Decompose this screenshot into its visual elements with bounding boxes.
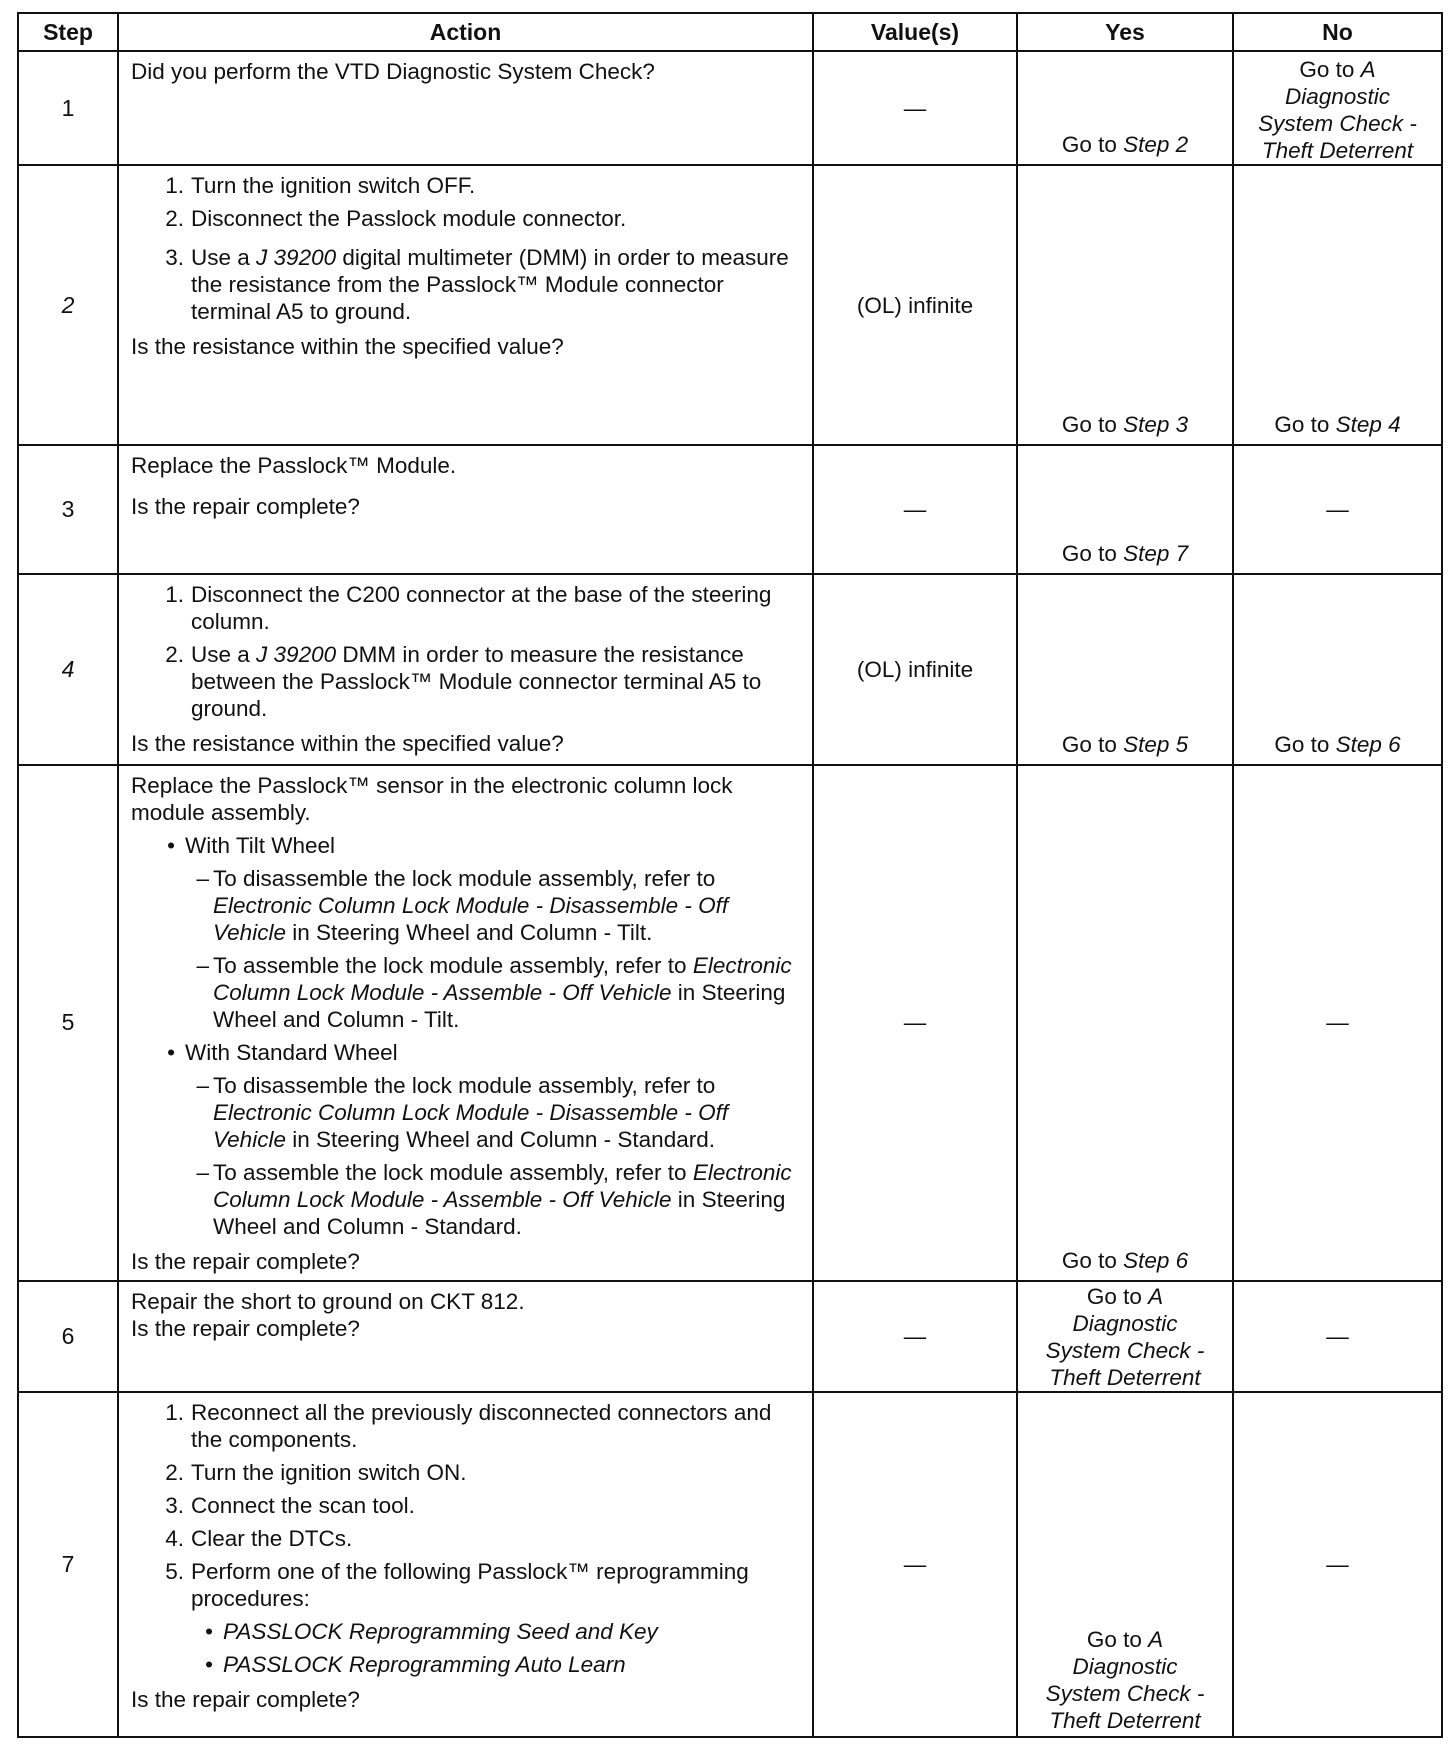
step-number: 4 xyxy=(18,574,118,765)
value-cell: (OL) infinite xyxy=(813,165,1017,445)
reference-link[interactable]: PASSLOCK Reprogramming Auto Learn xyxy=(223,1651,626,1677)
no-cell: Go to A Diagnostic System Check - Theft Deterrent xyxy=(1233,51,1442,165)
list-item: 3. Connect the scan tool. xyxy=(165,1492,415,1518)
no-cell: — xyxy=(1233,765,1442,1282)
header-yes: Yes xyxy=(1017,13,1233,51)
header-no: No xyxy=(1233,13,1442,51)
reference-link[interactable]: Electronic Column Lock Module - Assemble - Off Vehicle xyxy=(213,952,792,1005)
list-item: – To assemble the lock module assembly, refer to Electronic Column Lock Module - Assemble - Off Vehicle in Steering Wheel and Column - Standard. xyxy=(196,1159,792,1239)
action-question: Did you perform the VTD Diagnostic System Check? xyxy=(131,59,655,84)
action-question: Is the resistance within the specified value? xyxy=(131,730,564,756)
action-text: Replace the Passlock™ sensor in the electronic column lock module assembly. xyxy=(131,772,733,825)
action-text: Repair the short to ground on CKT 812. xyxy=(131,1289,525,1315)
step-number: 5 xyxy=(18,765,118,1282)
action-question: Is the resistance within the specified value? xyxy=(131,334,564,360)
list-item: – To assemble the lock module assembly, refer to Electronic Column Lock Module - Assemble - Off Vehicle in Steering Wheel and Column - Tilt. xyxy=(196,952,792,1032)
reference-link[interactable]: Electronic Column Lock Module - Disassemble - Off Vehicle xyxy=(213,892,729,945)
list-item: 5. Perform one of the following Passlock™ reprogramming procedures: xyxy=(165,1558,749,1611)
diag-link[interactable]: A xyxy=(1148,1283,1164,1309)
value-cell: — xyxy=(813,765,1017,1282)
action-cell xyxy=(118,765,813,1282)
step-link[interactable]: Step 7 xyxy=(1123,540,1189,566)
step-link[interactable]: Step 5 xyxy=(1123,731,1189,757)
yes-cell: Go to A Diagnostic System Check - Theft Deterrent xyxy=(1017,1392,1233,1737)
step-link[interactable]: Step 4 xyxy=(1335,412,1401,438)
list-item: • PASSLOCK Reprogramming Auto Learn xyxy=(131,1651,802,1678)
yes-cell: Go to Step 5 xyxy=(1017,574,1233,765)
table-row-step-4 xyxy=(18,574,1442,765)
step-number: 1 xyxy=(18,51,118,165)
list-item: 4. Clear the DTCs. xyxy=(165,1525,353,1551)
action-cell xyxy=(118,165,813,445)
action-cell xyxy=(118,574,813,765)
list-item: • With Standard Wheel xyxy=(167,1039,398,1065)
goto-text: Go to xyxy=(1299,57,1355,82)
action-text: Replace the Passlock™ Module. xyxy=(131,453,457,479)
action-question: Is the repair complete? xyxy=(131,1248,360,1274)
table-row-step-2 xyxy=(18,165,1442,445)
action-cell xyxy=(118,445,813,573)
list-item: 3. Use a J 39200 digital multimeter (DMM) in order to measure the resistance from the Passlock™ Module connector terminal A5 to ground. xyxy=(165,245,789,325)
value-cell: (OL) infinite xyxy=(813,574,1017,765)
list-item: 1. Reconnect all the previously disconnected connectors and the components. xyxy=(165,1399,772,1452)
diag-link[interactable]: A xyxy=(1360,57,1376,82)
diagnostic-table xyxy=(17,12,1443,1738)
yes-cell: Go to A Diagnostic System Check - Theft Deterrent xyxy=(1017,1281,1233,1391)
tool-name: J 39200 xyxy=(256,245,337,271)
value-cell: — xyxy=(813,51,1017,165)
reference-link[interactable]: Electronic Column Lock Module - Disassemble - Off Vehicle xyxy=(213,1099,729,1152)
value-cell: — xyxy=(813,1281,1017,1391)
action-question: Is the repair complete? xyxy=(131,1686,360,1712)
no-cell: — xyxy=(1233,1281,1442,1391)
goto-text: Go to xyxy=(1061,132,1117,158)
list-item: • With Tilt Wheel xyxy=(167,832,336,858)
table-row-step-5 xyxy=(18,765,1442,1282)
table-row-step-7 xyxy=(18,1392,1442,1737)
header-row xyxy=(18,13,1442,51)
step-number: 2 xyxy=(18,165,118,445)
reference-link[interactable]: PASSLOCK Reprogramming Seed and Key xyxy=(223,1618,658,1644)
list-item: 2. Disconnect the Passlock module connector. xyxy=(165,206,627,232)
table-row-step-6 xyxy=(18,1281,1442,1391)
step-link[interactable]: Step 2 xyxy=(1123,132,1189,158)
list-item: 2. Turn the ignition switch ON. xyxy=(165,1459,467,1485)
step-link[interactable]: Step 6 xyxy=(1335,731,1401,757)
value-cell: — xyxy=(813,445,1017,573)
yes-cell: Go to Step 7 xyxy=(1017,445,1233,573)
tool-name: J 39200 xyxy=(256,641,337,667)
action-cell xyxy=(118,1281,813,1391)
step-link[interactable]: Step 3 xyxy=(1123,412,1189,438)
no-cell: — xyxy=(1233,445,1442,573)
list-item: • PASSLOCK Reprogramming Seed and Key xyxy=(131,1618,802,1645)
yes-cell: Go to Step 3 xyxy=(1017,165,1233,445)
no-cell: — xyxy=(1233,1392,1442,1737)
action-cell xyxy=(118,1392,813,1737)
table-row-step-3 xyxy=(18,445,1442,573)
header-step: Step xyxy=(18,13,118,51)
action-question: Is the repair complete? xyxy=(131,1316,360,1342)
no-cell: Go to Step 4 xyxy=(1233,165,1442,445)
table-row-step-1 xyxy=(18,51,1442,165)
step-number: 3 xyxy=(18,445,118,573)
list-item: 1. Disconnect the C200 connector at the base of the steering column. xyxy=(165,581,772,634)
header-action: Action xyxy=(118,13,813,51)
reference-link[interactable]: Electronic Column Lock Module - Assemble - Off Vehicle xyxy=(213,1159,792,1212)
step-number: 6 xyxy=(18,1281,118,1391)
step-link[interactable]: Step 6 xyxy=(1123,1248,1189,1274)
action-question: Is the repair complete? xyxy=(131,494,360,520)
list-item: – To disassemble the lock module assembly, refer to Electronic Column Lock Module - Disassemble - Off Vehicle in Steering Wheel and Column - Standard. xyxy=(196,1072,729,1152)
yes-cell xyxy=(1017,51,1233,165)
yes-cell: Go to Step 6 xyxy=(1017,765,1233,1282)
list-item: 2. Use a J 39200 DMM in order to measure the resistance between the Passlock™ Module connector terminal A5 to ground. xyxy=(165,641,762,721)
header-values: Value(s) xyxy=(813,13,1017,51)
action-cell xyxy=(118,51,813,165)
step-number: 7 xyxy=(18,1392,118,1737)
value-cell: — xyxy=(813,1392,1017,1737)
list-item: 1. Turn the ignition switch OFF. xyxy=(165,173,476,199)
diag-link[interactable]: A xyxy=(1148,1627,1164,1652)
no-cell: Go to Step 6 xyxy=(1233,574,1442,765)
list-item: – To disassemble the lock module assembly, refer to Electronic Column Lock Module - Disassemble - Off Vehicle in Steering Wheel and Column - Tilt. xyxy=(196,865,729,945)
